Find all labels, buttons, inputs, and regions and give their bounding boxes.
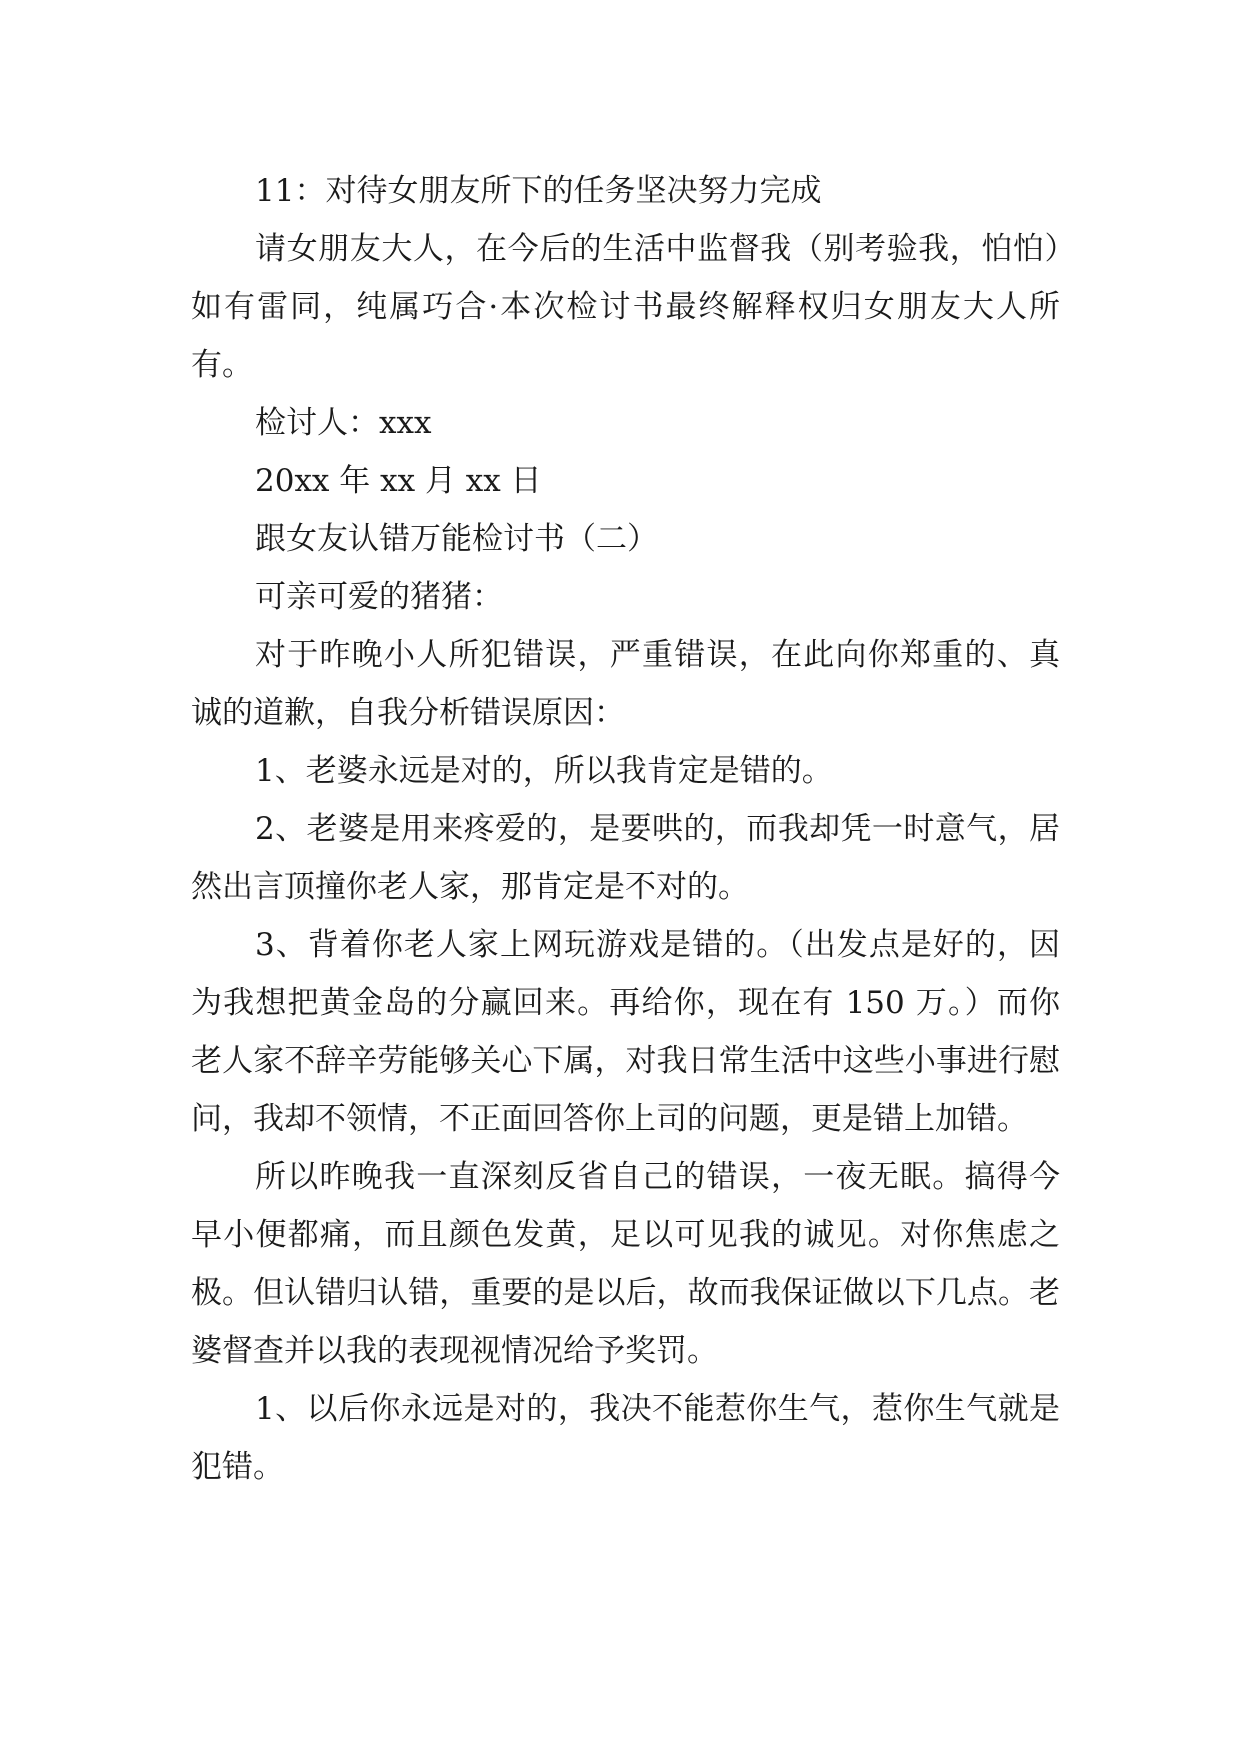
paragraph-reason-3: 3、背着你老人家上网玩游戏是错的。（出发点是好的，因为我想把黄金岛的分赢回来。再给你，现在有 150 万。）而你老人家不辞辛劳能够关心下属，对我日常生活中这些小事进行慰问，我却不领情，不正面回答你上司的问题，更是错上加错。	[191, 927, 1060, 1137]
section-title: 跟女友认错万能检讨书（二）	[255, 521, 658, 557]
paragraph-apology: 对于昨晚小人所犯错误，严重错误，在此向你郑重的、真诚的道歉，自我分析错误原因：	[191, 637, 1060, 731]
paragraph-date: 20xx 年 xx 月 xx 日	[255, 463, 542, 499]
paragraph-reason-1: 1、老婆永远是对的，所以我肯定是错的。	[255, 753, 833, 789]
paragraph-signer: 检讨人：xxx	[255, 405, 432, 441]
paragraph-reason-2: 2、老婆是用来疼爱的，是要哄的，而我却凭一时意气，居然出言顶撞你老人家，那肯定是不对的。	[191, 811, 1060, 905]
document-body	[191, 162, 1060, 1496]
paragraph-promise-1: 1、以后你永远是对的，我决不能惹你生气，惹你生气就是犯错。	[191, 1391, 1060, 1485]
paragraph-task-item-11: 11：对待女朋友所下的任务坚决努力完成	[255, 173, 822, 209]
paragraph-supervision-request: 请女朋友大人，在今后的生活中监督我（别考验我，怕怕）如有雷同，纯属巧合·本次检讨书最终解释权归女朋友大人所有。	[191, 231, 1060, 383]
paragraph-reflection: 所以昨晚我一直深刻反省自己的错误，一夜无眠。搞得今早小便都痛，而且颜色发黄，足以可见我的诚见。对你焦虑之极。但认错归认错，重要的是以后，故而我保证做以下几点。老婆督查并以我的表现视情况给予奖罚。	[191, 1159, 1060, 1369]
paragraph-salutation: 可亲可爱的猪猪：	[255, 579, 503, 615]
